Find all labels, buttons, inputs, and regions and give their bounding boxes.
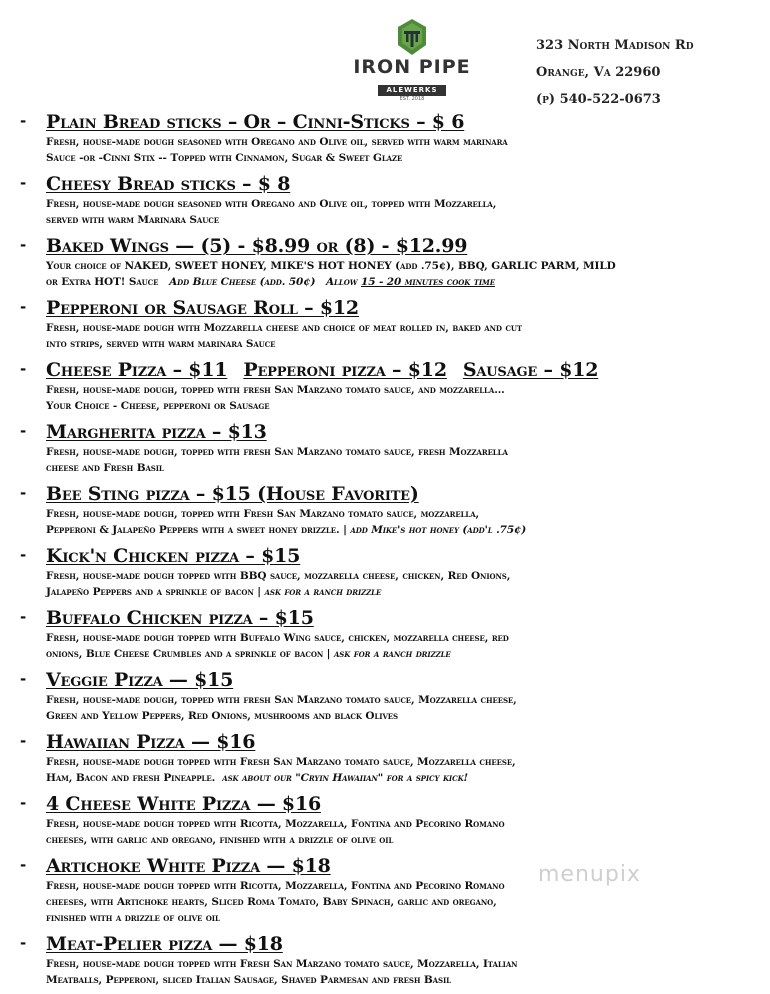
item-title: Meat-Pelier pizza — $18 bbox=[46, 933, 283, 955]
item-desc: Fresh, house-made dough, topped with fresh San Marzano tomato sauce, fresh Mozzarella bbox=[46, 446, 508, 458]
bullet: - bbox=[20, 112, 27, 130]
item-desc: Fresh, house-made dough topped with Ricotta, Mozzarella, Fontina and Pecorino Romano bbox=[46, 880, 505, 892]
watermark: menupix bbox=[538, 862, 641, 887]
item-desc: Fresh, house-made dough with Mozzarella cheese and choice of meat rolled in, baked and cut bbox=[46, 322, 523, 334]
menu-item bbox=[0, 932, 770, 988]
item-title: 4 Cheese White Pizza — $16 bbox=[46, 793, 321, 815]
bullet: - bbox=[20, 934, 27, 952]
bullet: - bbox=[20, 236, 27, 254]
menu-item bbox=[0, 296, 770, 352]
item-desc bbox=[46, 274, 770, 290]
item-desc bbox=[46, 522, 770, 538]
item-desc: served with warm Marinara Sauce bbox=[46, 214, 219, 226]
bullet: - bbox=[20, 608, 27, 626]
item-title: Pepperoni or Sausage Roll – $12 bbox=[46, 297, 359, 319]
menu-item bbox=[0, 420, 770, 476]
logo-name: IRON PIPE bbox=[353, 56, 471, 78]
item-desc: Fresh, house-made dough seasoned with Oregano and Olive oil, served with warm marinara bbox=[46, 136, 508, 148]
bullet: - bbox=[20, 360, 27, 378]
desc-text: Jalapeño Peppers and a sprinkle of bacon | bbox=[46, 586, 261, 598]
item-title: Veggie Pizza — $15 bbox=[46, 669, 234, 691]
menu-item bbox=[0, 730, 770, 786]
menu-item bbox=[0, 358, 770, 414]
menu-item bbox=[0, 668, 770, 724]
menu-item bbox=[0, 544, 770, 600]
item-desc bbox=[46, 770, 770, 786]
item-desc: cheeses, with Artichoke hearts, Sliced Roma Tomato, Baby Spinach, garlic and oregano, bbox=[46, 896, 497, 908]
menu-item bbox=[0, 606, 770, 662]
menu-item bbox=[0, 172, 770, 228]
address-city: Orange, Va 22960 bbox=[536, 65, 661, 80]
item-note: ask for a ranch drizzle bbox=[264, 586, 382, 598]
item-title: Sausage – $12 bbox=[462, 359, 599, 381]
menu-list bbox=[0, 110, 770, 994]
item-note: add Mike's hot honey (add'l .75¢) bbox=[350, 524, 527, 536]
item-desc: Your choice of NAKED, SWEET HONEY, MIKE'S HOT HONEY (add .75¢), BBQ, GARLIC PARM, MILD bbox=[46, 260, 616, 272]
desc-text: or Extra HOT! Sauce bbox=[46, 276, 159, 288]
item-desc: Your Choice - Cheese, pepperoni or Sausage bbox=[46, 400, 270, 412]
item-desc: into strips, served with warm marinara Sauce bbox=[46, 338, 276, 350]
item-title: Buffalo Chicken pizza – $15 bbox=[46, 607, 314, 629]
item-title: Hawaiian Pizza — $16 bbox=[46, 731, 256, 753]
item-desc: Fresh, house-made dough topped with BBQ sauce, mozzarella cheese, chicken, Red Onions, bbox=[46, 570, 511, 582]
item-desc: Fresh, house-made dough, topped with Fresh San Marzano tomato sauce, mozzarella, bbox=[46, 508, 480, 520]
brand-logo bbox=[352, 18, 472, 103]
hop-cone-icon bbox=[393, 18, 431, 56]
item-desc: cheeses, with garlic and oregano, finished with a drizzle of olive oil bbox=[46, 834, 394, 846]
item-desc: Fresh, house-made dough, topped with fresh San Marzano tomato sauce, Mozzarella cheese, bbox=[46, 694, 517, 706]
item-desc: Fresh, house-made dough topped with Ricotta, Mozzarella, Fontina and Pecorino Romano bbox=[46, 818, 505, 830]
item-desc: Fresh, house-made dough, topped with fresh San Marzano tomato sauce, and mozzarella… bbox=[46, 384, 505, 396]
menu-item bbox=[0, 482, 770, 538]
item-title: Margherita pizza – $13 bbox=[46, 421, 267, 443]
item-desc: Fresh, house-made dough seasoned with Oregano and Olive oil, topped with Mozzarella, bbox=[46, 198, 497, 210]
item-title-row bbox=[46, 358, 770, 382]
item-title: Cheese Pizza – $11 bbox=[46, 359, 228, 381]
menu-item bbox=[0, 854, 770, 926]
item-desc: Sauce -or -Cinni Stix -- Topped with Cinnamon, Sugar & Sweet Glaze bbox=[46, 152, 403, 164]
menu-item bbox=[0, 792, 770, 848]
item-desc bbox=[46, 646, 770, 662]
logo-established: EST. 2018 bbox=[399, 96, 425, 102]
address-street: 323 North Madison Rd bbox=[536, 38, 694, 53]
item-note: Add Blue Cheese (add. 50¢) bbox=[169, 276, 316, 288]
bullet: - bbox=[20, 670, 27, 688]
item-desc: Green and Yellow Peppers, Red Onions, mushrooms and black Olives bbox=[46, 710, 398, 722]
item-desc: Meatballs, Pepperoni, sliced Italian Sausage, Shaved Parmesan and fresh Basil bbox=[46, 974, 451, 986]
desc-text: Pepperoni & Jalapeño Peppers with a sweet honey drizzle. | bbox=[46, 524, 347, 536]
desc-text: onions, Blue Cheese Crumbles and a sprinkle of bacon | bbox=[46, 648, 331, 660]
bullet: - bbox=[20, 546, 27, 564]
bullet: - bbox=[20, 732, 27, 750]
menu-item bbox=[0, 110, 770, 166]
logo-ribbon: ALEWERKS bbox=[378, 85, 445, 96]
item-title: Baked Wings — (5) - $8.99 or (8) - $12.99 bbox=[46, 235, 468, 257]
item-desc: Fresh, house-made dough topped with Fresh San Marzano tomato sauce, Mozzarella cheese, bbox=[46, 756, 516, 768]
item-note: Allow bbox=[326, 276, 358, 288]
address-block bbox=[536, 35, 766, 116]
item-title: Kick'n Chicken pizza – $15 bbox=[46, 545, 301, 567]
item-title: Plain Bread sticks – Or – Cinni-Sticks – $ 6 bbox=[46, 111, 465, 133]
item-desc: finished with a drizzle of olive oil bbox=[46, 912, 220, 924]
bullet: - bbox=[20, 298, 27, 316]
item-desc bbox=[46, 584, 770, 600]
item-note: ask about our "Cryin Hawaiian" for a spicy kick! bbox=[222, 772, 469, 784]
item-title: Bee Sting pizza – $15 (House Favorite) bbox=[46, 483, 419, 505]
bullet: - bbox=[20, 794, 27, 812]
item-desc: Fresh, house-made dough topped with Fresh San Marzano tomato sauce, Mozzarella, Italian bbox=[46, 958, 518, 970]
phone-number: (p) 540-522-0673 bbox=[536, 92, 661, 107]
item-desc: Fresh, house-made dough topped with Buffalo Wing sauce, chicken, mozzarella cheese, red bbox=[46, 632, 509, 644]
bullet: - bbox=[20, 174, 27, 192]
menu-item bbox=[0, 234, 770, 290]
item-desc: cheese and Fresh Basil bbox=[46, 462, 164, 474]
item-title: Cheesy Bread sticks – $ 8 bbox=[46, 173, 291, 195]
bullet: - bbox=[20, 422, 27, 440]
item-title: Artichoke White Pizza — $18 bbox=[46, 855, 331, 877]
item-title: Pepperoni pizza – $12 bbox=[243, 359, 447, 381]
bullet: - bbox=[20, 484, 27, 502]
item-note: ask for a ranch drizzle bbox=[333, 648, 451, 660]
bullet: - bbox=[20, 856, 27, 874]
desc-text: Ham, Bacon and fresh Pineapple. bbox=[46, 772, 216, 784]
cook-time-note: 15 - 20 minutes cook time bbox=[361, 276, 495, 288]
